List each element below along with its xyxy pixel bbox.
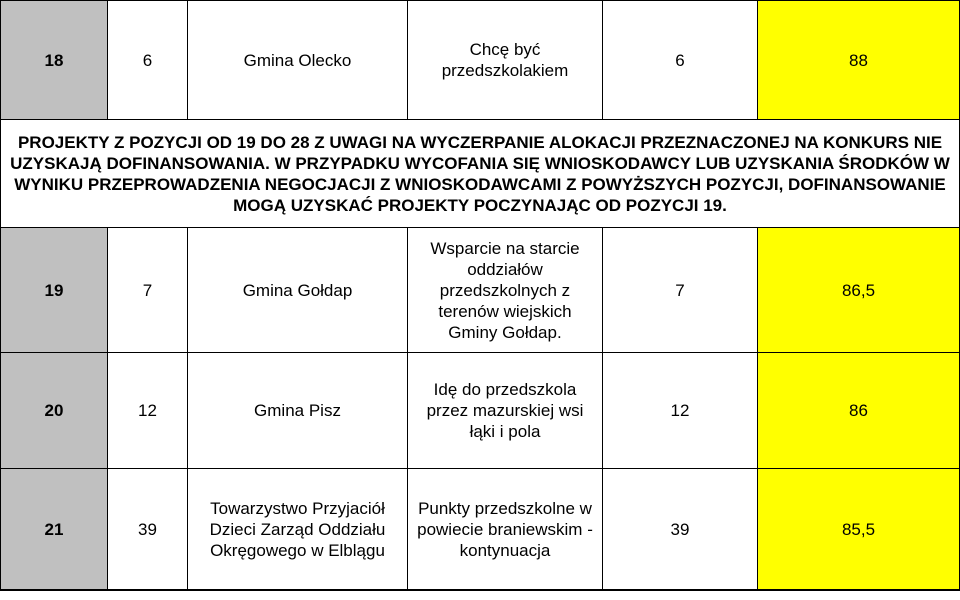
position-cell: 19 [1,228,108,353]
table-row [1,228,960,353]
application-number-cell: 12 [108,353,188,469]
position-cell: 20 [1,353,108,469]
points-cell: 86,5 [758,228,960,353]
points-cell: 88 [758,1,960,120]
position-cell: 18 [1,1,108,120]
project-title-cell: Chcę być przedszkolakiem [408,1,603,120]
score-cell: 39 [603,469,758,591]
applicant-cell: Gmina Gołdap [188,228,408,353]
score-cell: 7 [603,228,758,353]
project-title-cell: Wsparcie na starcie oddziałów przedszkolnych z terenów wiejskich Gminy Gołdap. [408,228,603,353]
notice-row [1,120,960,228]
applicant-cell: Gmina Pisz [188,353,408,469]
table-row [1,469,960,591]
application-number-cell: 39 [108,469,188,591]
position-cell: 21 [1,469,108,591]
table-row [1,353,960,469]
applicant-cell: Gmina Olecko [188,1,408,120]
project-title-cell: Idę do przedszkola przez mazurskiej wsi łąki i pola [408,353,603,469]
project-title-cell: Punkty przedszkolne w powiecie braniewskim - kontynuacja [408,469,603,591]
points-cell: 85,5 [758,469,960,591]
score-cell: 12 [603,353,758,469]
table-row [1,1,960,120]
applicant-cell: Towarzystwo Przyjaciół Dzieci Zarząd Oddziału Okręgowego w Elblągu [188,469,408,591]
points-cell: 86 [758,353,960,469]
score-cell: 6 [603,1,758,120]
application-number-cell: 7 [108,228,188,353]
application-number-cell: 6 [108,1,188,120]
funding-notice: PROJEKTY Z POZYCJI OD 19 DO 28 Z UWAGI NA WYCZERPANIE ALOKACJI PRZEZNACZONEJ NA KONKURS NIE UZYSKAJĄ DOFINANSOWANIA. W PRZYPADKU WYCOFANIA SIĘ WNIOSKODAWCY LUB UZYSKANIA ŚRODKÓW W WYNIKU PRZEPROWADZENIA NEGOCJACJI Z WNIOSKODAWCAMI Z POWYŻSZYCH POZYCJI, DOFINANSOWANIE MOGĄ UZYSKAĆ PROJEKTY POCZYNAJĄC OD POZYCJI 19. [1,120,960,228]
